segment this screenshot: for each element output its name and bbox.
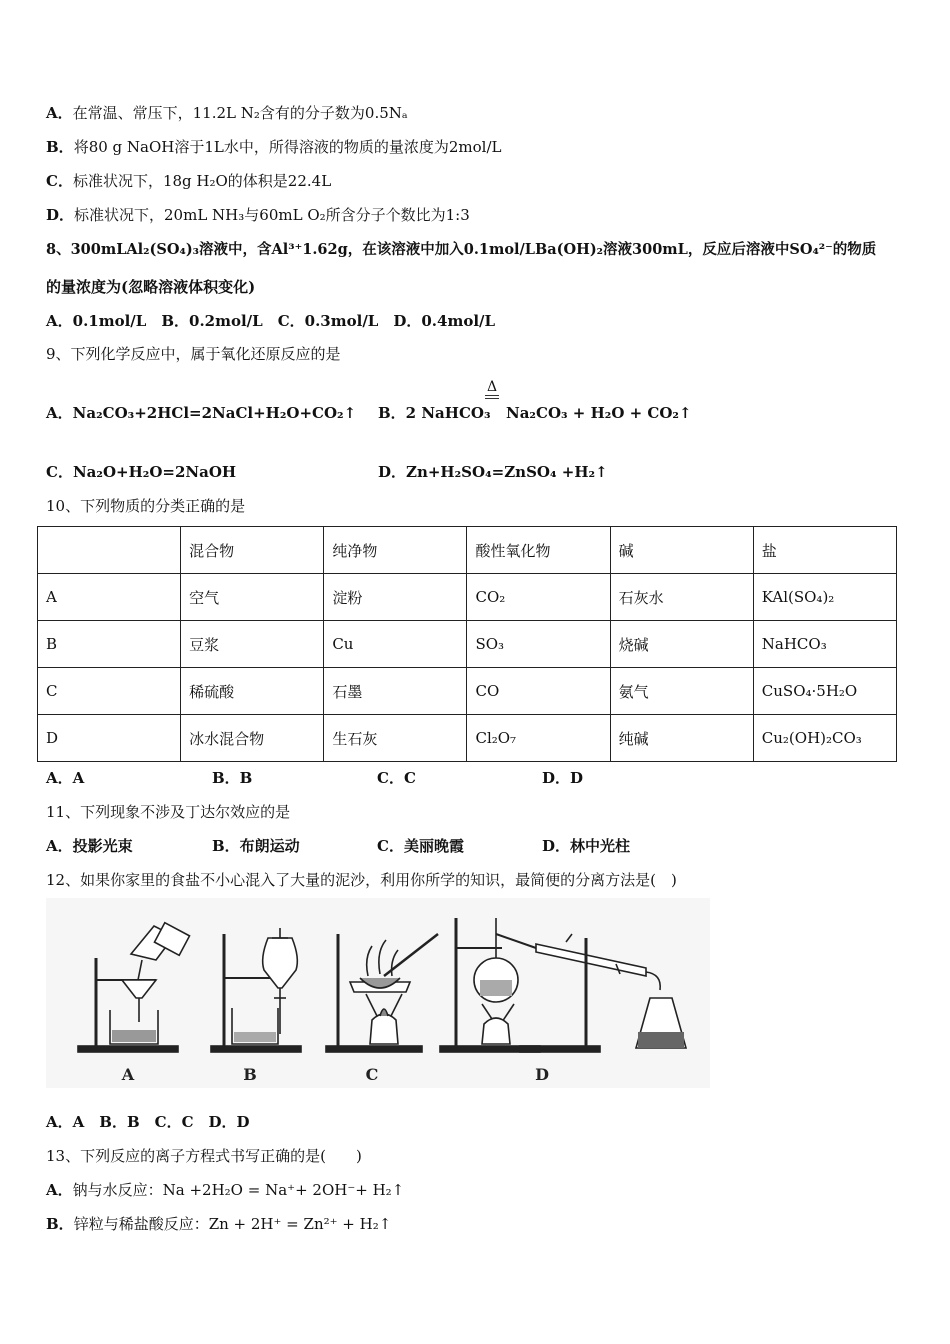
table-cell: 氨气: [610, 668, 753, 715]
table-header-cell: 碱: [610, 527, 753, 574]
table-cell: A: [38, 574, 181, 621]
table-row: [38, 668, 897, 715]
q9-option-b-left: B．2 NaHCO₃: [378, 404, 491, 422]
q13-stem: 13、下列反应的离子方程式书写正确的是( ): [46, 1147, 362, 1165]
table-cell: Cl₂O₇: [467, 715, 610, 762]
figure-label-c: C: [365, 1065, 379, 1084]
figure-label-d: D: [535, 1065, 549, 1084]
table-cell: C: [38, 668, 181, 715]
q8-stem-line2: 的量浓度为(忽略溶液体积变化): [46, 278, 256, 296]
table-cell: 纯碱: [610, 715, 753, 762]
figure-label-a: A: [121, 1065, 135, 1084]
q10-option-b: B．B: [212, 769, 253, 787]
q8-stem-line1: 8、300mLAl₂(SO₄)₃溶液中，含Al³⁺1.62g，在该溶液中加入0.1mol/LBa(OH)₂溶液300mL，反应后溶液中SO₄²⁻的物质: [46, 241, 877, 258]
q7-option-d: D．标准状况下，20mL NH₃与60mL O₂所含分子个数比为1:3: [46, 206, 470, 224]
table-cell: CuSO₄·5H₂O: [753, 668, 896, 715]
table-cell: 稀硫酸: [181, 668, 324, 715]
q10-option-c: C．C: [377, 769, 416, 787]
q10-option-a: A．A: [46, 769, 85, 787]
q9-option-c: C．Na₂O+H₂O=2NaOH: [46, 463, 237, 481]
table-cell: 石灰水: [610, 574, 753, 621]
q11-option-d: D．林中光柱: [542, 837, 631, 855]
q11-option-b: B．布朗运动: [212, 837, 300, 855]
table-header-cell: 混合物: [181, 527, 324, 574]
q12-stem: 12、如果你家里的食盐不小心混入了大量的泥沙，利用你所学的知识，最简便的分离方法是( ): [46, 871, 677, 889]
q13-option-b: B．锌粒与稀盐酸反应：Zn + 2H⁺ = Zn²⁺ + H₂↑: [46, 1215, 392, 1233]
table-header-cell: [38, 527, 181, 574]
q11-option-c: C．美丽晚霞: [377, 837, 464, 855]
table-cell: KAl(SO₄)₂: [753, 574, 896, 621]
q9-stem: 9、下列化学反应中，属于氧化还原反应的是: [46, 345, 341, 363]
classification-table: [37, 526, 897, 762]
table-cell: Cu₂(OH)₂CO₃: [753, 715, 896, 762]
table-row: [38, 574, 897, 621]
q7-option-c: C．标准状况下，18g H₂O的体积是22.4L: [46, 172, 332, 190]
table-row: [38, 621, 897, 668]
q11-stem: 11、下列现象不涉及丁达尔效应的是: [46, 803, 291, 821]
table-cell: 烧碱: [610, 621, 753, 668]
q9-option-a: A．Na₂CO₃+2HCl=2NaCl+H₂O+CO₂↑: [46, 404, 357, 422]
table-cell: NaHCO₃: [753, 621, 896, 668]
q7-option-a: A．在常温、常压下，11.2L N₂含有的分子数为0.5Nₐ: [46, 104, 408, 122]
table-cell: B: [38, 621, 181, 668]
table-cell: Cu: [324, 621, 467, 668]
table-cell: 空气: [181, 574, 324, 621]
table-cell: 淀粉: [324, 574, 467, 621]
table-header-row: [38, 527, 897, 574]
q8-options: A．0.1mol/L B．0.2mol/L C．0.3mol/L D．0.4mol/L: [46, 312, 496, 330]
table-header-cell: 纯净物: [324, 527, 467, 574]
table-cell: 冰水混合物: [181, 715, 324, 762]
table-header-cell: 盐: [753, 527, 896, 574]
table-cell: D: [38, 715, 181, 762]
q12-options: A．A B．B C．C D．D: [46, 1113, 250, 1131]
table-cell: 石墨: [324, 668, 467, 715]
q9-option-b-right: Na₂CO₃ + H₂O + CO₂↑: [506, 404, 692, 422]
figure-label-b: B: [243, 1065, 257, 1084]
table-cell: SO₃: [467, 621, 610, 668]
q11-option-a: A．投影光束: [46, 837, 133, 855]
table-cell: CO₂: [467, 574, 610, 621]
q10-stem: 10、下列物质的分类正确的是: [46, 497, 246, 515]
table-row: [38, 715, 897, 762]
table-cell: 生石灰: [324, 715, 467, 762]
lab-apparatus-figure: [46, 898, 710, 1088]
q13-option-a: A．钠与水反应：Na +2H₂O = Na⁺+ 2OH⁻+ H₂↑: [46, 1181, 405, 1199]
table-cell: 豆浆: [181, 621, 324, 668]
table-cell: CO: [467, 668, 610, 715]
heat-condition: Δ: [485, 380, 499, 399]
table-header-cell: 酸性氧化物: [467, 527, 610, 574]
q7-option-b: B．将80 g NaOH溶于1L水中，所得溶液的物质的量浓度为2mol/L: [46, 138, 502, 156]
q9-option-d: D．Zn+H₂SO₄=ZnSO₄ +H₂↑: [378, 463, 608, 481]
q10-option-d: D．D: [542, 769, 584, 787]
